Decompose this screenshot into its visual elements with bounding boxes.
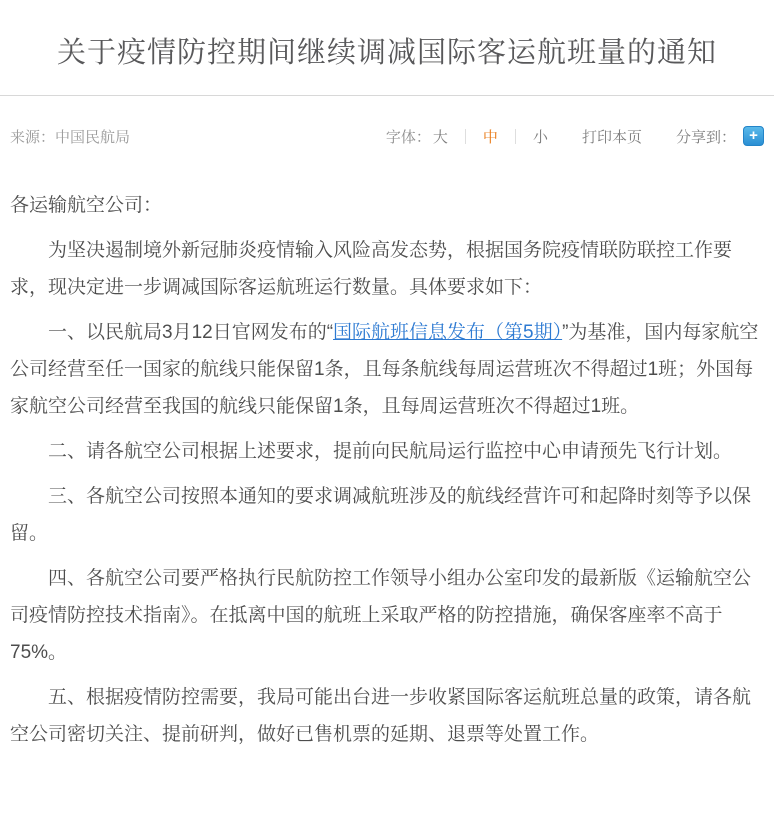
font-size-control [386, 126, 550, 147]
salutation: 各运输航空公司： [10, 194, 163, 216]
share-label: 分享到： [675, 128, 736, 146]
paragraph-item-1 [10, 314, 764, 425]
plus-icon: + [749, 127, 758, 145]
font-size-label: 字体： [385, 128, 431, 146]
notice-page [0, 36, 774, 781]
paragraph-intro: 为坚决遏制境外新冠肺炎疫情输入风险高发态势，根据国务院疫情联防联控工作要求，现决定进一步调减国际客运航班运行数量。具体要求如下： [10, 239, 733, 298]
source-label: 来源：中国民航局 [10, 128, 131, 146]
toolbar-actions [386, 126, 764, 147]
share-button[interactable] [743, 126, 764, 146]
separator: ｜ [457, 128, 473, 146]
paragraph-text: 一、以民航局3月12日官网发布的“ [48, 321, 334, 343]
article-toolbar [0, 96, 774, 147]
paragraph-item-3: 三、各航空公司按照本通知的要求调减航班涉及的航线经营许可和起降时刻等予以保留。 [10, 485, 752, 544]
link-international-flight-info-issue-5[interactable]: 国际航班信息发布（第5期） [333, 321, 563, 343]
separator: ｜ [507, 128, 523, 146]
paragraph-text: ”为基准，国内每家航空公司经营至任一国家的航线只能保留1条，且每条航线每周运营班次不得超过1班；外国每家航空公司经营至我国的航线只能保留1条，且每周运营班次不得超过1班。 [10, 321, 759, 417]
page-title: 关于疫情防控期间继续调减国际客运航班量的通知 [56, 37, 717, 69]
paragraph-item-5: 五、根据疫情防控需要，我局可能出台进一步收紧国际客运航班总量的政策，请各航空公司密切关注、提前研判，做好已售机票的延期、退票等处置工作。 [10, 686, 752, 745]
print-page-button[interactable]: 打印本页 [581, 128, 642, 146]
font-size-small[interactable]: 小 [532, 128, 548, 146]
article-body [0, 147, 774, 781]
paragraph-item-2: 二、请各航空公司根据上述要求，提前向民航局运行监控中心申请预先飞行计划。 [48, 440, 733, 462]
font-size-large[interactable]: 大 [432, 128, 448, 146]
share-control [676, 126, 764, 147]
font-size-medium[interactable]: 中 [482, 128, 498, 146]
paragraph-item-4: 四、各航空公司要严格执行民航防控工作领导小组办公室印发的最新版《运输航空公司疫情防控技术指南》。在抵离中国的航班上采取严格的防控措施，确保客座率不高于75%。 [10, 567, 752, 663]
